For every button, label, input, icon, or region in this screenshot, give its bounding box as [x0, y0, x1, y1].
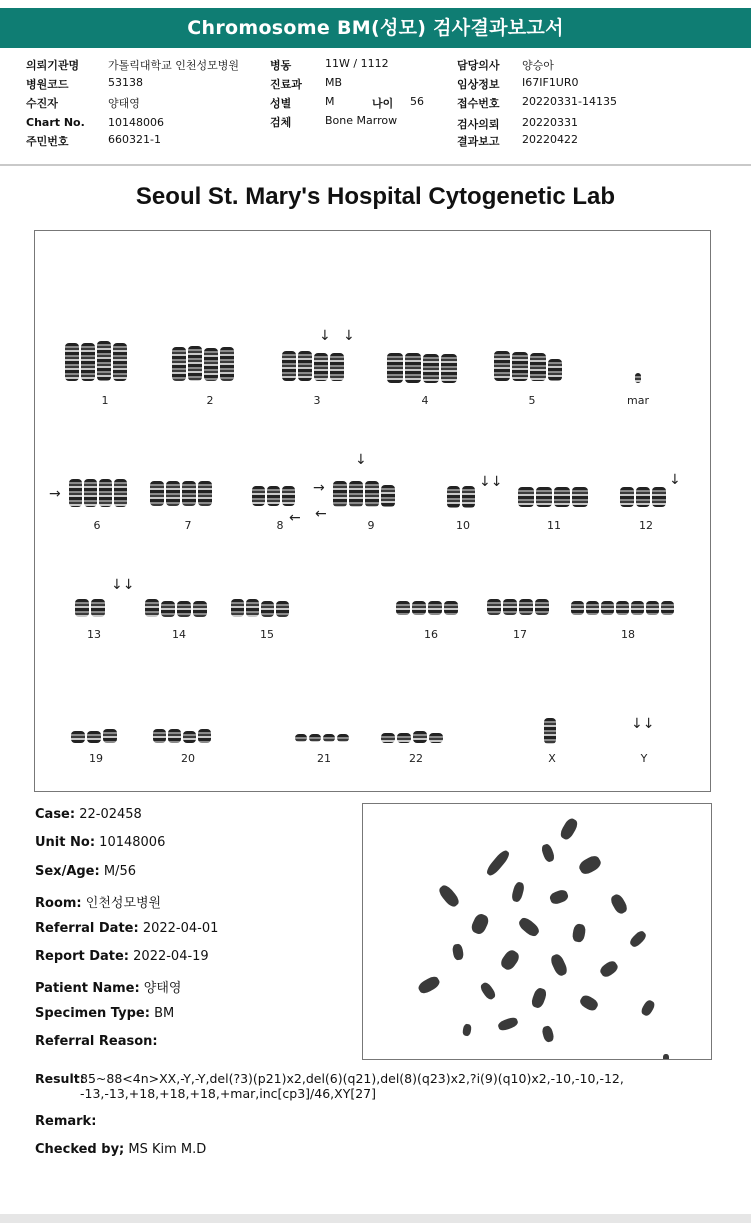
info-value: 660321-1	[108, 133, 161, 146]
chromosome-22	[381, 731, 445, 743]
info-value: Bone Marrow	[325, 114, 398, 127]
chromosome-label: 1	[101, 394, 109, 407]
chromosome-label: 18	[621, 628, 635, 641]
specimen-line: Specimen Type: BM	[35, 1006, 175, 1021]
report-title: Chromosome BM(성모) 검사결과보고서	[0, 8, 751, 48]
info-value: M	[325, 95, 335, 108]
info-label: 검체	[270, 116, 292, 129]
chromosome-3	[282, 351, 346, 381]
info-value: MB	[325, 76, 343, 89]
info-value: 11W / 1112	[325, 57, 389, 70]
unit-line: Unit No: 10148006	[35, 835, 166, 850]
chromosome-label: 15	[260, 628, 274, 641]
info-value: 양승아	[522, 59, 554, 72]
arrow-down-icon: ↓	[355, 452, 367, 468]
arrow-down-double-icon: ↓↓	[111, 577, 135, 593]
bottom-bar	[0, 1214, 751, 1223]
checked-by-line: Checked by; MS Kim M.D	[35, 1142, 207, 1157]
chromosome-label: 22	[409, 752, 423, 765]
chromosome-label: 6	[93, 519, 101, 532]
info-label: 의뢰기관명	[26, 59, 80, 72]
info-value: 20220331	[522, 116, 578, 129]
info-value: I67IF1UR0	[522, 76, 579, 89]
chromosome-14	[145, 599, 209, 617]
chromosome-mar	[635, 373, 643, 383]
chromosome-label: 12	[639, 519, 653, 532]
chromosome-20	[153, 729, 213, 743]
chromosome-label: 3	[313, 394, 321, 407]
chromosome-label: 4	[421, 394, 429, 407]
chromosome-18	[571, 601, 676, 615]
chromosome-19	[71, 729, 119, 743]
chromosome-11	[518, 487, 590, 507]
arrow-down-icon: ↓	[319, 328, 331, 344]
chromosome-x	[544, 718, 558, 744]
info-value: 20220422	[522, 133, 578, 146]
chromosome-6	[69, 479, 129, 507]
chromosome-15	[231, 599, 291, 617]
info-label: 성별	[270, 97, 292, 110]
info-label: 임상정보	[457, 78, 500, 91]
chromosome-21	[295, 734, 351, 742]
karyotype-image	[34, 230, 711, 792]
chromosome-label: 16	[424, 628, 438, 641]
info-value: 가톨릭대학교 인천성모병원	[108, 59, 240, 72]
chromosome-5	[494, 351, 564, 381]
chromosome-12	[620, 487, 668, 507]
metaphase-spread-image	[362, 803, 712, 1060]
chromosome-label: 19	[89, 752, 103, 765]
result-block	[35, 1071, 715, 1101]
result-label: Result:	[35, 1071, 85, 1086]
chromosome-label: 14	[172, 628, 186, 641]
chromosome-label: 21	[317, 752, 331, 765]
chromosome-13	[75, 599, 107, 617]
chromosome-label: 11	[547, 519, 561, 532]
arrow-right-icon: →	[49, 486, 61, 502]
arrow-right-icon: →	[313, 480, 325, 496]
arrow-left-icon: ←	[315, 506, 327, 522]
info-value: 53138	[108, 76, 143, 89]
divider	[0, 164, 751, 166]
info-label: 병동	[270, 59, 292, 72]
info-value: 양태영	[108, 97, 140, 110]
chromosome-10	[447, 486, 477, 508]
chromosome-1	[65, 341, 129, 381]
patient-info	[0, 52, 751, 164]
info-value: 20220331-14135	[522, 95, 617, 108]
chromosome-label: X	[548, 752, 556, 765]
referral-date-line: Referral Date: 2022-04-01	[35, 921, 219, 936]
chromosome-8	[252, 486, 297, 506]
info-label: 담당의사	[457, 59, 500, 72]
arrow-down-icon: ↓	[669, 472, 681, 488]
chromosome-16	[396, 601, 460, 615]
chromosome-label: 7	[184, 519, 192, 532]
arrow-down-double-icon: ↓↓	[631, 716, 655, 732]
remark-line: Remark:	[35, 1114, 97, 1129]
info-label: 검사의뢰	[457, 118, 500, 131]
chromosome-label: 8	[276, 519, 284, 532]
info-label: 접수번호	[457, 97, 500, 110]
info-label: 결과보고	[457, 135, 500, 148]
chromosome-4	[387, 353, 459, 383]
chromosome-7	[150, 481, 214, 506]
chromosome-2	[172, 346, 236, 381]
chromosome-17	[487, 599, 551, 615]
info-value: 10148006	[108, 116, 164, 129]
chromosome-label: 20	[181, 752, 195, 765]
arrow-down-icon: ↓	[343, 328, 355, 344]
patient-name-line: Patient Name: 양태영	[35, 981, 182, 996]
arrow-down-double-icon: ↓↓	[479, 474, 503, 490]
info-label: 주민번호	[26, 135, 69, 148]
referral-reason-line: Referral Reason:	[35, 1034, 158, 1049]
chromosome-label: 2	[206, 394, 214, 407]
info-label: 나이	[372, 97, 394, 110]
chromosome-label: Y	[640, 752, 648, 765]
chromosome-label: 9	[367, 519, 375, 532]
chromosome-label: 5	[528, 394, 536, 407]
sexage-line: Sex/Age: M/56	[35, 864, 136, 879]
info-label: 병원코드	[26, 78, 69, 91]
chromosome-label: mar	[627, 394, 649, 407]
info-label: 진료과	[270, 78, 302, 91]
report-date-line: Report Date: 2022-04-19	[35, 949, 209, 964]
result-value: 85~88<4n>XX,-Y,-Y,del(?3)(p21)x2,del(6)(q21),del(8)(q23)x2,?i(9)(q10)x2,-10,-10,-12, -13,-13,+18,+18,+18,+mar,inc[cp3]/46,XY[27]	[80, 1071, 624, 1101]
lab-title: Seoul St. Mary's Hospital Cytogenetic Lab	[135, 183, 616, 210]
info-label: Chart No.	[26, 116, 85, 129]
chromosome-label: 10	[456, 519, 470, 532]
arrow-left-icon: ←	[289, 510, 301, 526]
chromosome-label: 13	[87, 628, 101, 641]
chromosome-9	[333, 481, 397, 507]
info-value: 56	[410, 95, 424, 108]
case-line: Case: 22-02458	[35, 807, 142, 822]
room-line: Room: 인천성모병원	[35, 896, 162, 911]
chromosome-label: 17	[513, 628, 527, 641]
info-label: 수진자	[26, 97, 58, 110]
